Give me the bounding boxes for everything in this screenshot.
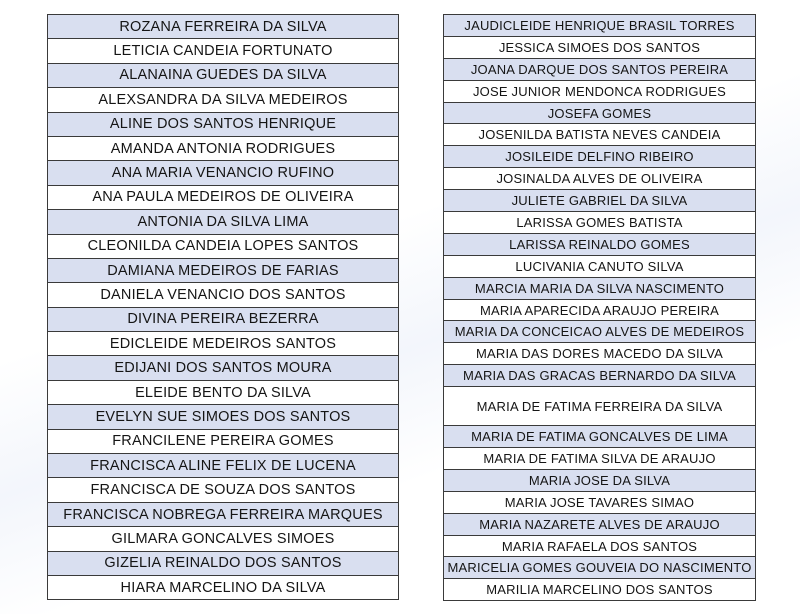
name-cell: LETICIA CANDEIA FORTUNATO	[48, 39, 399, 63]
name-cell: GILMARA GONCALVES SIMOES	[48, 527, 399, 551]
name-cell: MARIA DAS DORES MACEDO DA SILVA	[444, 343, 756, 365]
names-table-right	[443, 14, 756, 601]
table-row	[444, 343, 756, 365]
table-row	[444, 299, 756, 321]
name-cell: JAUDICLEIDE HENRIQUE BRASIL TORRES	[444, 15, 756, 37]
table-row	[48, 429, 399, 453]
name-cell: ANA MARIA VENANCIO RUFINO	[48, 161, 399, 185]
table-row	[48, 454, 399, 478]
name-cell: ALANAINA GUEDES DA SILVA	[48, 63, 399, 87]
table-row	[444, 36, 756, 58]
name-cell: EDIJANI DOS SANTOS MOURA	[48, 356, 399, 380]
name-cell: JOSENILDA BATISTA NEVES CANDEIA	[444, 124, 756, 146]
name-cell: GIZELIA REINALDO DOS SANTOS	[48, 551, 399, 575]
table-row	[444, 365, 756, 387]
name-cell: MARIA JOSE TAVARES SIMAO	[444, 491, 756, 513]
name-cell: MARIA DE FATIMA GONCALVES DE LIMA	[444, 426, 756, 448]
name-cell: MARILIA MARCELINO DOS SANTOS	[444, 579, 756, 601]
table-row	[444, 233, 756, 255]
name-cell: LUCIVANIA CANUTO SILVA	[444, 255, 756, 277]
name-cell: JOSEFA GOMES	[444, 102, 756, 124]
table-row	[48, 575, 399, 599]
name-cell: DANIELA VENANCIO DOS SANTOS	[48, 283, 399, 307]
table-row	[48, 136, 399, 160]
table-row	[444, 491, 756, 513]
table-row	[48, 307, 399, 331]
table-row	[444, 321, 756, 343]
table-row	[444, 124, 756, 146]
name-cell: MARIA DE FATIMA FERREIRA DA SILVA	[444, 387, 756, 426]
table-row	[444, 557, 756, 579]
name-cell: ANA PAULA MEDEIROS DE OLIVEIRA	[48, 185, 399, 209]
name-cell: HIARA MARCELINO DA SILVA	[48, 575, 399, 599]
name-cell: MARIA RAFAELA DOS SANTOS	[444, 535, 756, 557]
name-cell: MARIA JOSE DA SILVA	[444, 469, 756, 491]
table-row	[48, 161, 399, 185]
table-row	[444, 15, 756, 37]
name-cell: MARICELIA GOMES GOUVEIA DO NASCIMENTO	[444, 557, 756, 579]
name-cell: JOSINALDA ALVES DE OLIVEIRA	[444, 168, 756, 190]
table-row	[48, 234, 399, 258]
table-row	[444, 255, 756, 277]
name-cell: MARIA DA CONCEICAO ALVES DE MEDEIROS	[444, 321, 756, 343]
table-row	[444, 80, 756, 102]
name-cell: MARIA DE FATIMA SILVA DE ARAUJO	[444, 448, 756, 470]
table-row	[444, 448, 756, 470]
name-cell: JULIETE GABRIEL DA SILVA	[444, 190, 756, 212]
name-cell: JOSILEIDE DELFINO RIBEIRO	[444, 146, 756, 168]
name-cell: LARISSA REINALDO GOMES	[444, 233, 756, 255]
table-row	[48, 112, 399, 136]
name-cell: JOANA DARQUE DOS SANTOS PEREIRA	[444, 58, 756, 80]
table-row	[48, 63, 399, 87]
table-row	[48, 258, 399, 282]
name-cell: ROZANA FERREIRA DA SILVA	[48, 15, 399, 39]
name-cell: EDICLEIDE MEDEIROS SANTOS	[48, 332, 399, 356]
table-row	[48, 185, 399, 209]
name-cell: FRANCISCA DE SOUZA DOS SANTOS	[48, 478, 399, 502]
names-table-left	[47, 14, 399, 600]
table-row	[48, 356, 399, 380]
table-row	[48, 15, 399, 39]
table-row	[444, 190, 756, 212]
name-cell: FRANCISCA ALINE FELIX DE LUCENA	[48, 454, 399, 478]
table-row	[48, 551, 399, 575]
table-row	[444, 513, 756, 535]
table-row	[48, 380, 399, 404]
name-cell: ALEXSANDRA DA SILVA MEDEIROS	[48, 88, 399, 112]
name-cell: LARISSA GOMES BATISTA	[444, 212, 756, 234]
name-cell: FRANCISCA NOBREGA FERREIRA MARQUES	[48, 502, 399, 526]
name-cell: FRANCILENE PEREIRA GOMES	[48, 429, 399, 453]
table-row	[444, 58, 756, 80]
name-cell: AMANDA ANTONIA RODRIGUES	[48, 136, 399, 160]
table-row	[444, 535, 756, 557]
name-cell: MARCIA MARIA DA SILVA NASCIMENTO	[444, 277, 756, 299]
table-row	[444, 426, 756, 448]
table-row	[444, 212, 756, 234]
name-cell: MARIA APARECIDA ARAUJO PEREIRA	[444, 299, 756, 321]
table-row	[444, 146, 756, 168]
table-row	[444, 579, 756, 601]
table-row	[444, 168, 756, 190]
name-cell: JOSE JUNIOR MENDONCA RODRIGUES	[444, 80, 756, 102]
table-row	[444, 469, 756, 491]
table-row	[48, 88, 399, 112]
name-cell: ANTONIA DA SILVA LIMA	[48, 210, 399, 234]
table-row	[48, 332, 399, 356]
table-row	[48, 210, 399, 234]
name-cell: ELEIDE BENTO DA SILVA	[48, 380, 399, 404]
table-row	[48, 527, 399, 551]
table-row	[48, 478, 399, 502]
table-row	[48, 502, 399, 526]
table-row	[48, 405, 399, 429]
table-row	[48, 283, 399, 307]
table-row	[48, 39, 399, 63]
name-cell: CLEONILDA CANDEIA LOPES SANTOS	[48, 234, 399, 258]
name-cell: MARIA DAS GRACAS BERNARDO DA SILVA	[444, 365, 756, 387]
name-cell: DIVINA PEREIRA BEZERRA	[48, 307, 399, 331]
name-cell: MARIA NAZARETE ALVES DE ARAUJO	[444, 513, 756, 535]
name-cell: ALINE DOS SANTOS HENRIQUE	[48, 112, 399, 136]
name-cell: EVELYN SUE SIMOES DOS SANTOS	[48, 405, 399, 429]
name-cell: JESSICA SIMOES DOS SANTOS	[444, 36, 756, 58]
table-row	[444, 277, 756, 299]
table-row	[444, 387, 756, 426]
table-row	[444, 102, 756, 124]
name-cell: DAMIANA MEDEIROS DE FARIAS	[48, 258, 399, 282]
